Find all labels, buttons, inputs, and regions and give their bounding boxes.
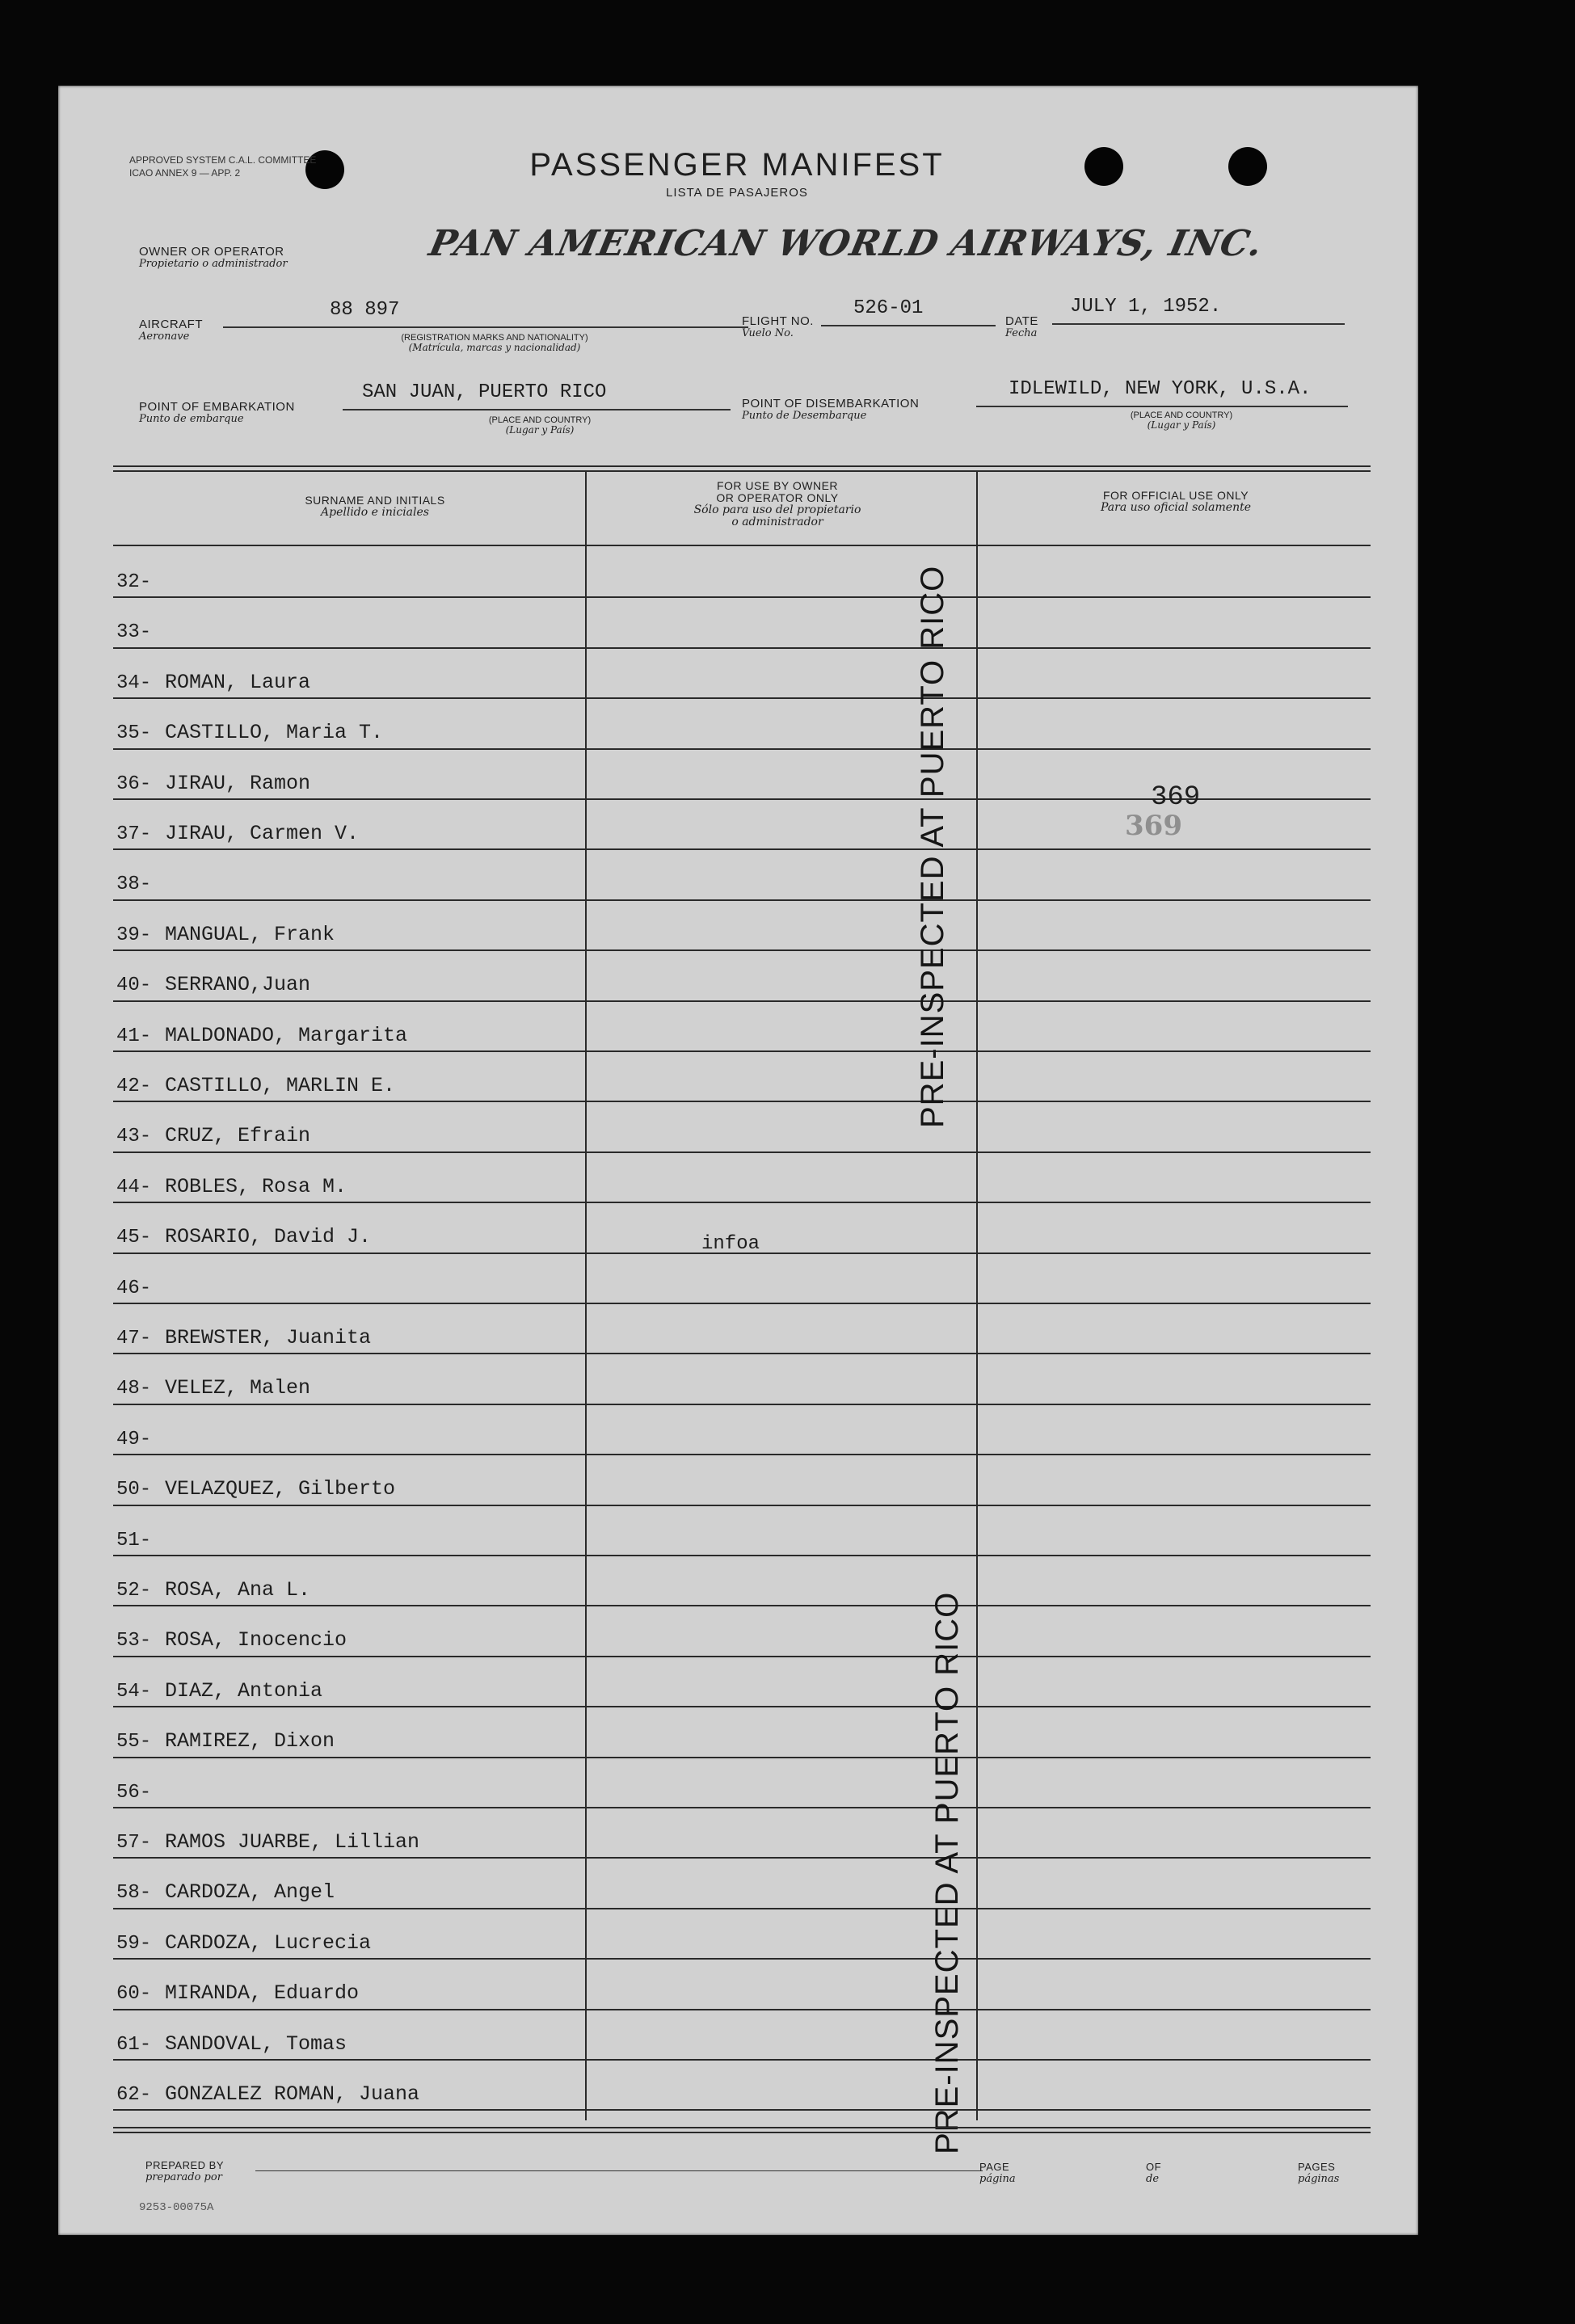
row-number: 42- (116, 1076, 152, 1097)
date-label (1005, 315, 1038, 339)
row-divider (113, 2109, 1371, 2111)
disembark-label-es: Punto de Desembarque (742, 410, 867, 422)
passenger-name: SERRANO,Juan (165, 973, 311, 997)
row-number: 48- (116, 1378, 152, 1400)
owner-header-line: OR OPERATOR ONLY (716, 491, 839, 504)
date-underline (1052, 323, 1345, 325)
header-divider (113, 465, 1371, 467)
table-row (116, 647, 1371, 697)
table-row (116, 1555, 1371, 1605)
row-number: 52- (116, 1580, 152, 1602)
row-number: 40- (116, 975, 152, 997)
passenger-name: SANDOVAL, Tomas (165, 2031, 347, 2056)
passenger-name: MALDONADO, Margarita (165, 1023, 408, 1047)
owner-note: infoa (701, 1233, 760, 1255)
of-label-es: de (1146, 2173, 1160, 2185)
row-number: 57- (116, 1832, 152, 1854)
table-row (116, 1303, 1371, 1353)
approval-line: ICAO ANNEX 9 — APP. 2 (129, 167, 241, 179)
flight-underline (821, 325, 996, 326)
page-title: PASSENGER MANIFEST (529, 147, 945, 183)
row-number: 49- (116, 1428, 152, 1450)
prepared-by-es: preparado por (145, 2171, 222, 2183)
aircraft-value: 88 897 (330, 299, 400, 321)
embark-underline (343, 409, 731, 410)
row-number: 62- (116, 2084, 152, 2106)
flight-label-en: FLIGHT NO. (742, 314, 814, 328)
row-number: 41- (116, 1025, 152, 1047)
flight-value: 526-01 (853, 297, 924, 319)
passenger-name: ROSA, Inocencio (165, 1628, 347, 1652)
row-number: 56- (116, 1781, 152, 1804)
embark-label (139, 401, 295, 425)
disembark-note-en: (PLACE AND COUNTRY) (1130, 410, 1233, 420)
column-header-official (978, 490, 1374, 514)
table-row (116, 1151, 1371, 1202)
table-row (116, 899, 1371, 949)
owner-label-en: OWNER OR OPERATOR (139, 245, 284, 259)
disembark-label-en: POINT OF DISEMBARKATION (742, 397, 920, 410)
official-number: 369 (1151, 782, 1201, 813)
header-divider (113, 470, 1371, 472)
owner-header-line: FOR USE BY OWNER (716, 479, 839, 492)
row-number: 33- (116, 621, 152, 644)
airline-name: PAN AMERICAN WORLD AIRWAYS, INC. (425, 223, 1267, 264)
row-number: 32- (116, 571, 152, 593)
prepared-by-en: PREPARED BY (145, 2159, 225, 2171)
table-row (116, 1908, 1371, 1958)
owner-label (139, 246, 288, 270)
table-row (116, 1706, 1371, 1756)
passenger-name: CASTILLO, MARLIN E. (165, 1074, 396, 1097)
table-row (116, 1505, 1371, 1555)
disembark-underline (976, 406, 1348, 407)
row-number: 34- (116, 672, 152, 694)
row-number: 46- (116, 1277, 152, 1299)
passenger-name: JIRAU, Ramon (165, 771, 311, 795)
table-row (116, 1807, 1371, 1857)
surname-header-en: SURNAME AND INITIALS (305, 494, 445, 507)
owner-header-es: o administrador (731, 516, 823, 528)
disembark-value: IDLEWILD, NEW YORK, U.S.A. (1009, 378, 1312, 400)
surname-header-es: Apellido e iniciales (321, 506, 429, 519)
punch-hole (1228, 147, 1267, 186)
row-number: 61- (116, 2033, 152, 2056)
pages-label (1298, 2161, 1339, 2185)
page-label-en: PAGE (979, 2161, 1010, 2173)
aircraft-note (349, 333, 640, 352)
passenger-name: DIAZ, Antonia (165, 1678, 323, 1703)
passenger-name: ROSARIO, David J. (165, 1225, 372, 1249)
pages-label-es: páginas (1298, 2173, 1340, 2185)
preinspection-stamp: PRE-INSPECTED AT PUERTO RICO (915, 565, 950, 1128)
date-value: JULY 1, 1952. (1070, 296, 1222, 318)
passenger-name: MANGUAL, Frank (165, 922, 335, 946)
embark-label-en: POINT OF EMBARKATION (139, 400, 295, 414)
page-label (979, 2161, 1016, 2185)
embark-label-es: Punto de embarque (139, 413, 244, 425)
row-number: 47- (116, 1328, 152, 1349)
pages-label-en: PAGES (1298, 2161, 1336, 2173)
row-number: 55- (116, 1731, 152, 1754)
official-number-stamp: 369 (1125, 810, 1182, 842)
passenger-name: CARDOZA, Angel (165, 1880, 335, 1905)
footer-divider (113, 2132, 1371, 2133)
embark-note-en: (PLACE AND COUNTRY) (488, 415, 592, 425)
passenger-name: ROBLES, Rosa M. (165, 1174, 347, 1198)
passenger-name: ROMAN, Laura (165, 670, 311, 694)
aircraft-underline (223, 326, 748, 328)
flight-label-es: Vuelo No. (742, 327, 794, 339)
aircraft-label (139, 318, 203, 343)
disembark-note-es: (Lugar y País) (1147, 419, 1216, 431)
row-number: 38- (116, 874, 152, 896)
table-row (116, 2009, 1371, 2059)
table-row (116, 1050, 1371, 1101)
owner-label-es: Propietario o administrador (139, 258, 288, 270)
column-header-owner (585, 480, 970, 528)
prepared-by-line (255, 2170, 983, 2171)
table-row (116, 596, 1371, 646)
flight-label (742, 315, 814, 339)
row-number: 50- (116, 1479, 152, 1501)
table-row (116, 1454, 1371, 1504)
table-row (116, 1101, 1371, 1151)
table-row (116, 697, 1371, 747)
form-number: 9253-00075A (139, 2201, 214, 2214)
table-row (116, 1857, 1371, 1907)
embark-note (443, 415, 637, 435)
row-number: 59- (116, 1932, 152, 1955)
passenger-name: RAMIREZ, Dixon (165, 1729, 335, 1754)
disembark-note (1084, 410, 1278, 430)
passenger-name: RAMOS JUARBE, Lillian (165, 1830, 420, 1854)
aircraft-note-en: (REGISTRATION MARKS AND NATIONALITY) (401, 333, 588, 343)
table-row (116, 546, 1371, 596)
row-number: 51- (116, 1529, 152, 1551)
row-number: 35- (116, 722, 152, 745)
embark-value: SAN JUAN, PUERTO RICO (362, 381, 607, 403)
row-number: 53- (116, 1630, 152, 1652)
aircraft-label-es: Aeronave (139, 330, 190, 343)
row-number: 37- (116, 823, 152, 845)
table-row (116, 1656, 1371, 1706)
disembark-label (742, 398, 919, 422)
row-number: 43- (116, 1126, 152, 1148)
row-number: 58- (116, 1882, 152, 1905)
row-number: 54- (116, 1680, 152, 1703)
date-label-en: DATE (1005, 314, 1038, 328)
table-row (116, 2059, 1371, 2109)
table-row (116, 949, 1371, 1000)
passenger-name: BREWSTER, Juanita (165, 1326, 372, 1349)
row-number: 60- (116, 1983, 152, 2006)
row-number: 44- (116, 1176, 152, 1198)
embark-note-es: (Lugar y País) (505, 424, 575, 436)
table-row (116, 1958, 1371, 2008)
passenger-name: CRUZ, Efrain (165, 1124, 311, 1148)
approval-note (129, 154, 316, 179)
passenger-name: CARDOZA, Lucrecia (165, 1930, 372, 1955)
passenger-name: ROSA, Ana L. (165, 1578, 311, 1602)
official-header-en: FOR OFFICIAL USE ONLY (1102, 489, 1249, 502)
column-header-surname (116, 495, 634, 519)
preinspection-stamp: PRE-INSPECTED AT PUERTO RICO (929, 1591, 965, 2154)
aircraft-label-en: AIRCRAFT (139, 318, 203, 331)
table-row (116, 1605, 1371, 1655)
passenger-name: GONZALEZ ROMAN, Juana (165, 2082, 420, 2106)
passenger-name: CASTILLO, Maria T. (165, 721, 384, 745)
passenger-name: VELEZ, Malen (165, 1376, 311, 1400)
footer-divider (113, 2127, 1371, 2128)
row-number: 36- (116, 773, 152, 795)
approval-line: APPROVED SYSTEM C.A.L. COMMITTEE (129, 154, 317, 166)
official-header-es: Para uso oficial solamente (1101, 501, 1251, 514)
date-label-es: Fecha (1005, 327, 1038, 339)
prepared-by-label (145, 2159, 224, 2183)
page-subtitle: LISTA DE PASAJEROS (666, 186, 808, 200)
of-label (1146, 2161, 1161, 2185)
table-row (116, 1253, 1371, 1303)
owner-header-es: Sólo para uso del propietario (693, 503, 861, 516)
of-label-en: OF (1146, 2161, 1162, 2173)
table-row (116, 1404, 1371, 1454)
table-row (116, 1353, 1371, 1403)
passenger-name: VELAZQUEZ, Gilberto (165, 1477, 396, 1501)
row-number: 39- (116, 924, 152, 946)
manifest-sheet (58, 86, 1418, 2235)
aircraft-note-es: (Matrícula, marcas y nacionalidad) (408, 342, 581, 353)
passenger-name: JIRAU, Carmen V. (165, 822, 360, 845)
table-row (116, 1757, 1371, 1807)
table-row (116, 1000, 1371, 1050)
punch-hole (1084, 147, 1123, 186)
passenger-name: MIRANDA, Eduardo (165, 1981, 360, 2006)
row-number: 45- (116, 1227, 152, 1249)
table-row (116, 848, 1371, 899)
page-label-es: página (979, 2173, 1016, 2185)
